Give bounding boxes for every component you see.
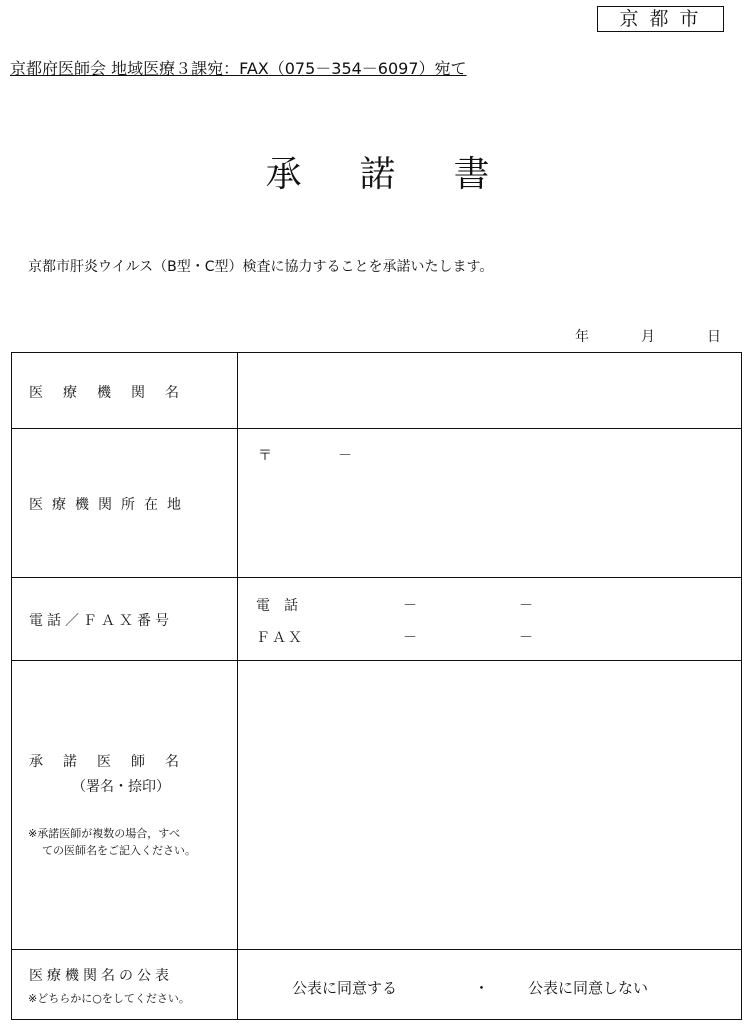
date-day-label: 日	[707, 329, 721, 345]
agree-publication-option[interactable]: 公表に同意する	[292, 979, 398, 997]
doctor-note-line1: ※承諾医師が複数の場合，すべ	[28, 827, 180, 840]
fax-dash-1: －	[403, 630, 417, 646]
row-divider	[12, 660, 741, 661]
addressee-line: 京都府医師会 地域医療３課宛：FAX（075－354－6097）宛て	[10, 59, 467, 78]
phone-dash-1: －	[403, 598, 417, 614]
document-title: 承諾書	[265, 154, 548, 195]
consent-statement: 京都市肝炎ウイルス（B型・C型）検査に協力することを承諾いたします。	[28, 259, 494, 275]
row-divider	[12, 949, 741, 950]
option-separator: ・	[474, 979, 490, 997]
disagree-publication-option[interactable]: 公表に同意しない	[528, 979, 649, 997]
phone-fax-label: 電話／ＦＡＸ番号	[29, 613, 173, 629]
date-year-label: 年	[575, 329, 589, 345]
city-label-box: 京都市	[597, 6, 724, 32]
postal-code-dash: －	[338, 448, 352, 464]
row-divider	[12, 577, 741, 578]
institution-name-label: 医療機関名	[29, 385, 199, 401]
consent-form-table	[11, 352, 742, 1020]
doctor-signature-sublabel: （署名・捺印）	[72, 779, 170, 795]
date-month-label: 月	[641, 329, 655, 345]
column-divider	[237, 353, 238, 1019]
doctor-name-label: 承諾医師名	[29, 754, 199, 770]
phone-label: 電 話	[256, 598, 298, 614]
doctor-name-field[interactable]	[239, 662, 739, 947]
publication-label: 医療機関名の公表	[29, 968, 173, 984]
postal-mark: 〒	[258, 448, 272, 464]
institution-address-label: 医療機関所在地	[29, 497, 190, 513]
row-divider	[12, 428, 741, 429]
phone-dash-2: －	[519, 598, 533, 614]
doctor-note-line2: ての医師名をご記入ください。	[42, 844, 196, 857]
fax-label: ＦＡＸ	[256, 630, 304, 646]
institution-name-field[interactable]	[239, 354, 739, 426]
fax-dash-2: －	[519, 630, 533, 646]
publication-note: ※どちらかに○をしてください。	[28, 992, 190, 1005]
institution-address-field[interactable]	[239, 430, 739, 575]
